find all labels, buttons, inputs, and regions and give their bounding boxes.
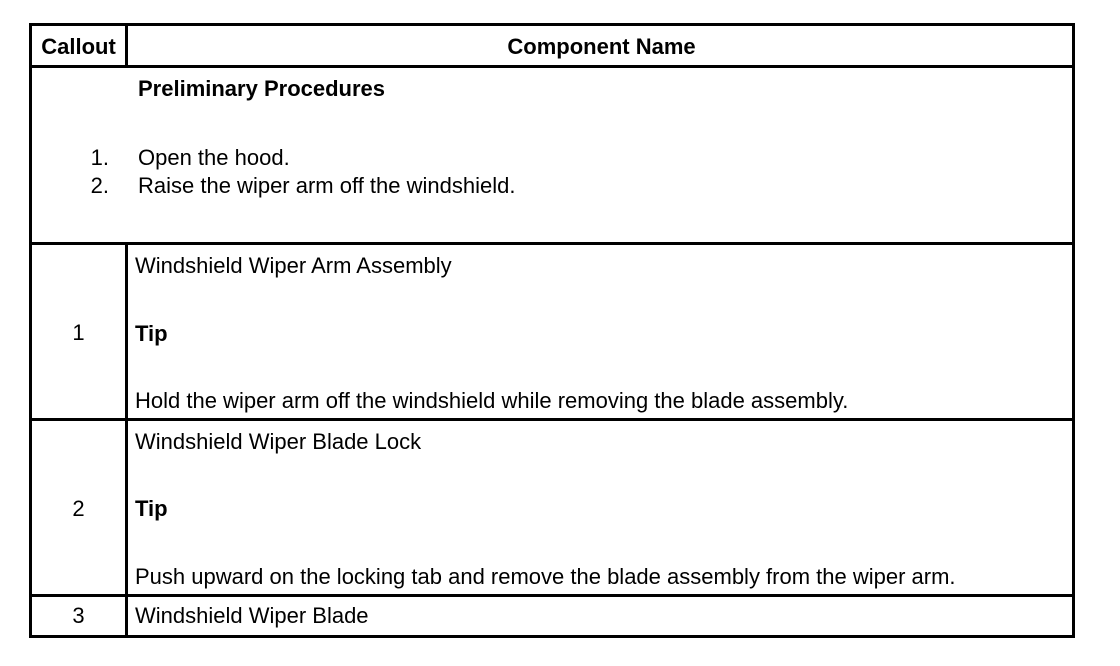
callout-cell xyxy=(32,597,128,635)
callout-cell xyxy=(32,245,128,418)
component-cell xyxy=(131,245,1072,418)
component-name: Windshield Wiper Blade xyxy=(135,603,369,628)
header-callout-cell xyxy=(32,26,128,65)
tip-label: Tip xyxy=(135,496,168,521)
tip-label: Tip xyxy=(135,321,168,346)
table-row xyxy=(32,597,1072,635)
step-text: Raise the wiper arm off the windshield. xyxy=(138,173,516,198)
component-cell xyxy=(131,421,1072,594)
tip-text: Push upward on the locking tab and remove the blade assembly from the wiper arm. xyxy=(135,564,956,589)
component-table xyxy=(29,23,1075,638)
header-callout: Callout xyxy=(41,34,116,59)
callout-number: 3 xyxy=(72,603,85,628)
step-number: 1. xyxy=(90,145,109,170)
tip-text: Hold the wiper arm off the windshield while removing the blade assembly. xyxy=(135,388,849,413)
step-number: 2. xyxy=(90,173,109,198)
preliminary-procedures-row xyxy=(32,68,1072,245)
callout-cell xyxy=(32,421,128,594)
component-name: Windshield Wiper Blade Lock xyxy=(135,429,422,454)
component-name: Windshield Wiper Arm Assembly xyxy=(135,253,452,278)
step-text: Open the hood. xyxy=(138,145,290,170)
callout-number: 2 xyxy=(72,496,85,521)
table-row xyxy=(32,245,1072,421)
table-row xyxy=(32,421,1072,597)
header-component-name: Component Name xyxy=(507,34,696,59)
callout-number: 1 xyxy=(72,320,85,345)
component-cell xyxy=(131,597,1072,635)
preliminary-title: Preliminary Procedures xyxy=(138,76,386,101)
header-name-cell xyxy=(131,26,1072,65)
table-header-row xyxy=(32,26,1072,68)
